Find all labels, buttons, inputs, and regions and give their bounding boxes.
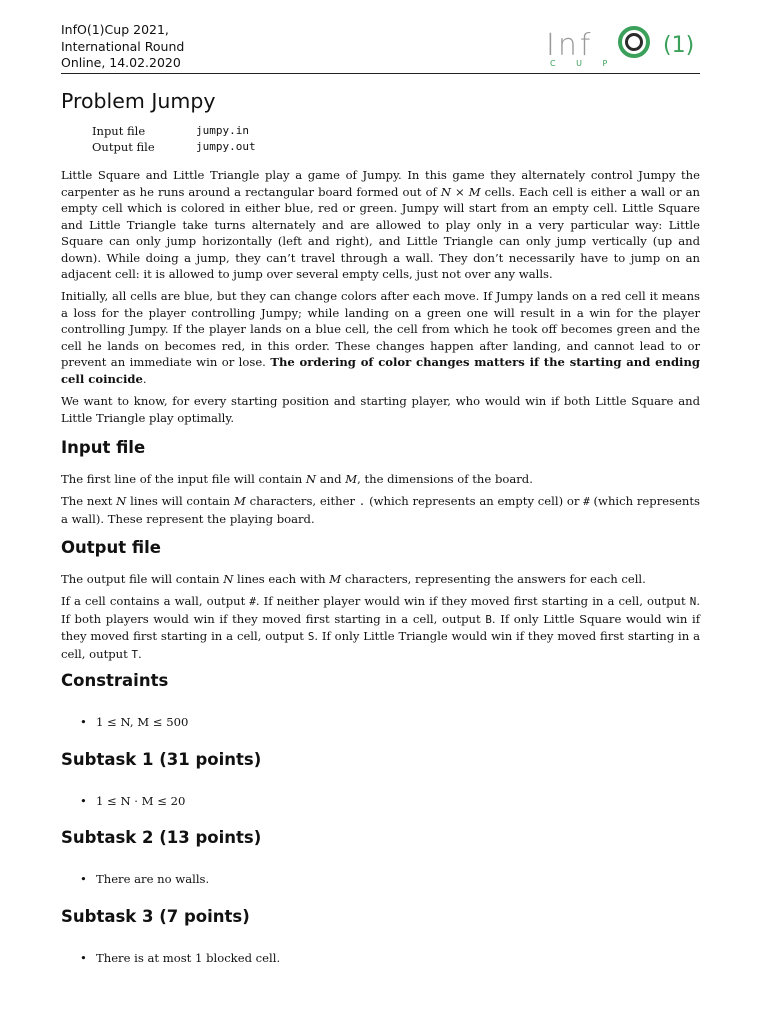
logo-text-paren: (1)	[663, 33, 695, 58]
input-file-row	[92, 123, 256, 139]
output-file-label: Output file	[92, 140, 155, 154]
file-table	[92, 123, 256, 155]
subtask-3-heading: Subtask 3 (7 points)	[61, 907, 250, 926]
contest-name: InfO(1)Cup 2021,	[61, 22, 169, 37]
input-paragraph-2: The next N lines will contain M characters, either . (which represents an empty cell) or # (which represents a wall). These represent the playing board.	[61, 494, 700, 526]
statement-paragraph-2: Initially, all cells are blue, but they can change colors after each move. If Jumpy lands on a red cell it means a loss for the player controlling Jumpy; while landing on a green one will result in a win for the player controlling Jumpy. If the player lands on a blue cell, the cell from which he took off becomes green and the cell he lands on becomes red, in this order. These changes happen after landing, and cannot lead to or prevent an immediate win or lose. The ordering of color changes matters if the starting and ending cell coincide.	[61, 289, 700, 386]
statement-paragraph-3: We want to know, for every starting position and starting player, who would win if both Little Square and Little Triangle play optimally.	[61, 394, 700, 425]
logo-ring-icon	[620, 28, 648, 56]
subtask-2-heading: Subtask 2 (13 points)	[61, 828, 262, 847]
contest-date: Online, 14.02.2020	[61, 55, 181, 70]
input-paragraph-1: The first line of the input file will contain N and M, the dimensions of the board.	[61, 472, 533, 486]
info1cup-logo	[546, 22, 698, 68]
subtask-3-bullet: • There is at most 1 blocked cell.	[80, 951, 281, 965]
statement-paragraph-1: Little Square and Little Triangle play a game of Jumpy. In this game they alternately control Jumpy the carpenter as he runs around a rectangular board formed out of N × M cells. Each cell is either a wall or an empty cell which is colored in either blue, red or green. Jumpy will start from an empty cell. Little Square and Little Triangle take turns alternately and are allowed to play only in a very particular way: Little Square can only jump horizontally (left and right), and Little Triangle can only jump vertically (up and down). While doing a jump, they can’t travel through a wall. They don’t necessarily have to jump on an adjacent cell: it is allowed to jump over several empty cells, just not over any walls.	[61, 168, 700, 281]
constraints-bullet: • 1 ≤ N, M ≤ 500	[80, 715, 189, 729]
subtask-2-bullet: • There are no walls.	[80, 872, 210, 886]
constraints-heading: Constraints	[61, 671, 169, 690]
contest-header	[61, 22, 184, 72]
input-file-label: Input file	[92, 124, 146, 138]
input-file-name: jumpy.in	[196, 124, 249, 137]
header-divider	[61, 73, 700, 74]
contest-round: International Round	[61, 38, 185, 54]
output-file-row	[92, 139, 256, 155]
input-file-heading: Input file	[61, 438, 146, 457]
output-paragraph-2: If a cell contains a wall, output #. If neither player would win if they moved first starting in a cell, output N. If both players would win if they moved first starting in a cell, output B. If only Little Square would win if they moved first starting in a cell, output S. If only Little Triangle would win if they moved first starting in a cell, output T.	[61, 594, 700, 661]
output-file-name: jumpy.out	[196, 140, 256, 153]
subtask-1-bullet: • 1 ≤ N · M ≤ 20	[80, 794, 186, 808]
output-file-heading: Output file	[61, 538, 161, 557]
output-paragraph-1: The output file will contain N lines each with M characters, representing the answers for each cell.	[61, 572, 646, 586]
logo-ring-inner-icon	[627, 35, 642, 50]
logo-text-info: Inf	[546, 28, 594, 63]
problem-title: Problem Jumpy	[61, 89, 216, 113]
logo-text-cup: C U P	[550, 59, 617, 68]
subtask-1-heading: Subtask 1 (31 points)	[61, 750, 262, 769]
